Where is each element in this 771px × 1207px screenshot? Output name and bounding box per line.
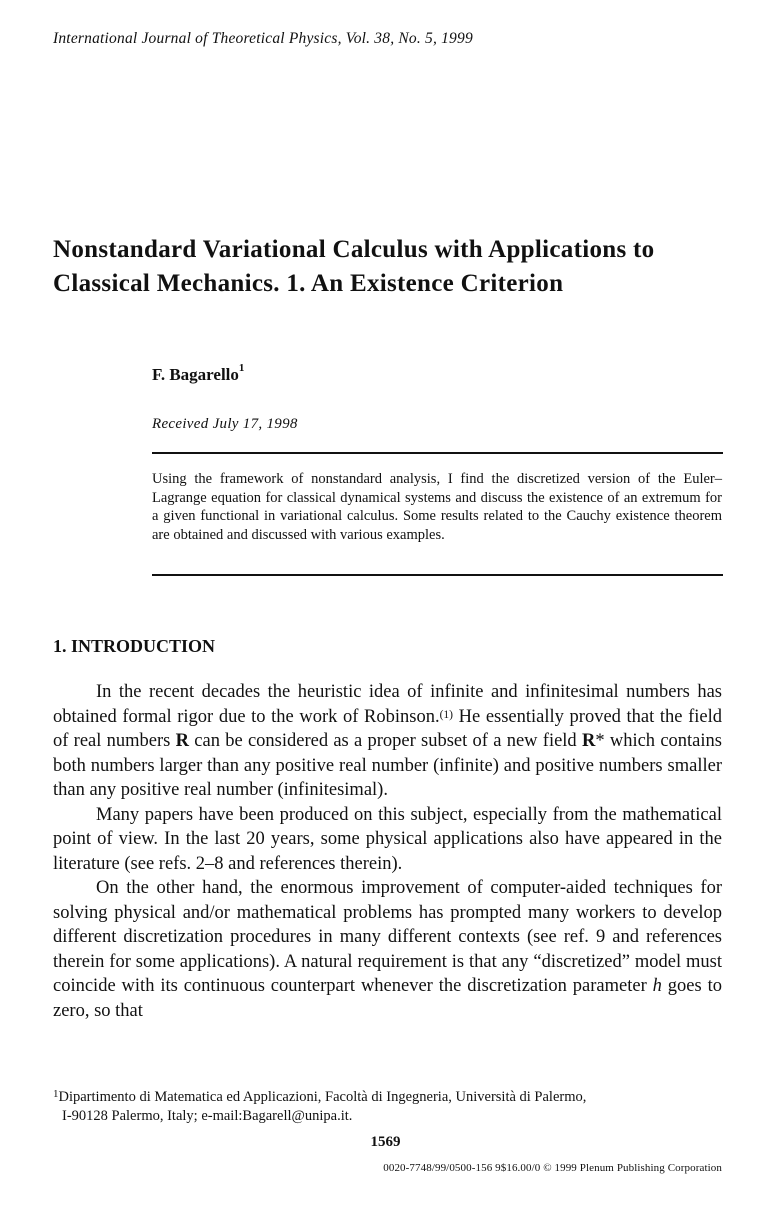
- author-name: F. Bagarello: [152, 365, 239, 384]
- footnote-line-1: [53, 1088, 722, 1107]
- p1-text-c: can be considered as a proper subset of a new field: [189, 731, 582, 751]
- abstract: Using the framework of nonstandard analysis, I find the discretized version of the Euler–Lagrange equation for classical dynamical systems and discuss the existence of an extremum for a given functional in variational calculus. Some results related to the Cauchy existence theorem are obtained and discussed with various examples.: [152, 471, 722, 543]
- author: [152, 362, 245, 385]
- p3-text-b: goes to zero, so that: [53, 976, 722, 1021]
- author-footnote-mark: 1: [238, 362, 245, 374]
- footnote-mark: 1: [53, 1088, 59, 1100]
- symbol-R: R: [175, 731, 190, 751]
- symbol-h: h: [652, 976, 662, 996]
- paragraph-2: Many papers have been produced on this subject, especially from the mathematical point of view. In the last 20 years, some physical applications also have appeared in the literature (see refs. 2–8 and references therein).: [53, 804, 722, 874]
- copyright-line: 0020-7748/99/0500-156 9$16.00/0 © 1999 Plenum Publishing Corporation: [383, 1162, 722, 1174]
- citation-ref[interactable]: (1): [439, 708, 454, 721]
- abstract-top-rule: [152, 452, 723, 454]
- paragraph-1: [53, 680, 722, 803]
- p1-text-a: In the recent decades the heuristic idea of infinite and infinitesimal numbers has obtained formal rigor due to the work of Robinson.: [53, 682, 722, 727]
- journal-header: International Journal of Theoretical Physics, Vol. 38, No. 5, 1999: [53, 30, 473, 47]
- paper-title: Nonstandard Variational Calculus with Applications to Classical Mechanics. 1. An Existence Criterion: [53, 236, 655, 297]
- footnote: [53, 1088, 722, 1126]
- p1-text-d: which contains both numbers larger than any positive real number (infinite) and positive numbers smaller than any positive real number (infinitesimal).: [53, 731, 722, 800]
- page-number: 1569: [370, 1134, 401, 1150]
- body-text: [53, 680, 722, 1023]
- symbol-R-star: R: [581, 731, 596, 751]
- footnote-text-1: Dipartimento di Matematica ed Applicazioni, Facoltà di Ingegneria, Università di Palermo,: [58, 1089, 587, 1105]
- p1-text-b: He essentially proved that the field of real numbers: [53, 706, 722, 751]
- footnote-line-2: I-90128 Palermo, Italy; e-mail:Bagarell@unipa.it.: [62, 1108, 353, 1124]
- section-heading: 1. INTRODUCTION: [53, 636, 216, 656]
- paragraph-3: [53, 876, 722, 1023]
- received-date: Received July 17, 1998: [152, 416, 298, 432]
- abstract-bottom-rule: [152, 574, 723, 576]
- p3-text-a: On the other hand, the enormous improvement of computer-aided techniques for solving physical and/or mathematical problems has prompted many workers to develop different discretization procedures in many different contexts (see ref. 9 and references therein for some applications). A natural requirement is that any “discretized” model must coincide with its continuous counterpart whenever the discretization parameter: [53, 878, 722, 996]
- star-mark: *: [595, 731, 605, 751]
